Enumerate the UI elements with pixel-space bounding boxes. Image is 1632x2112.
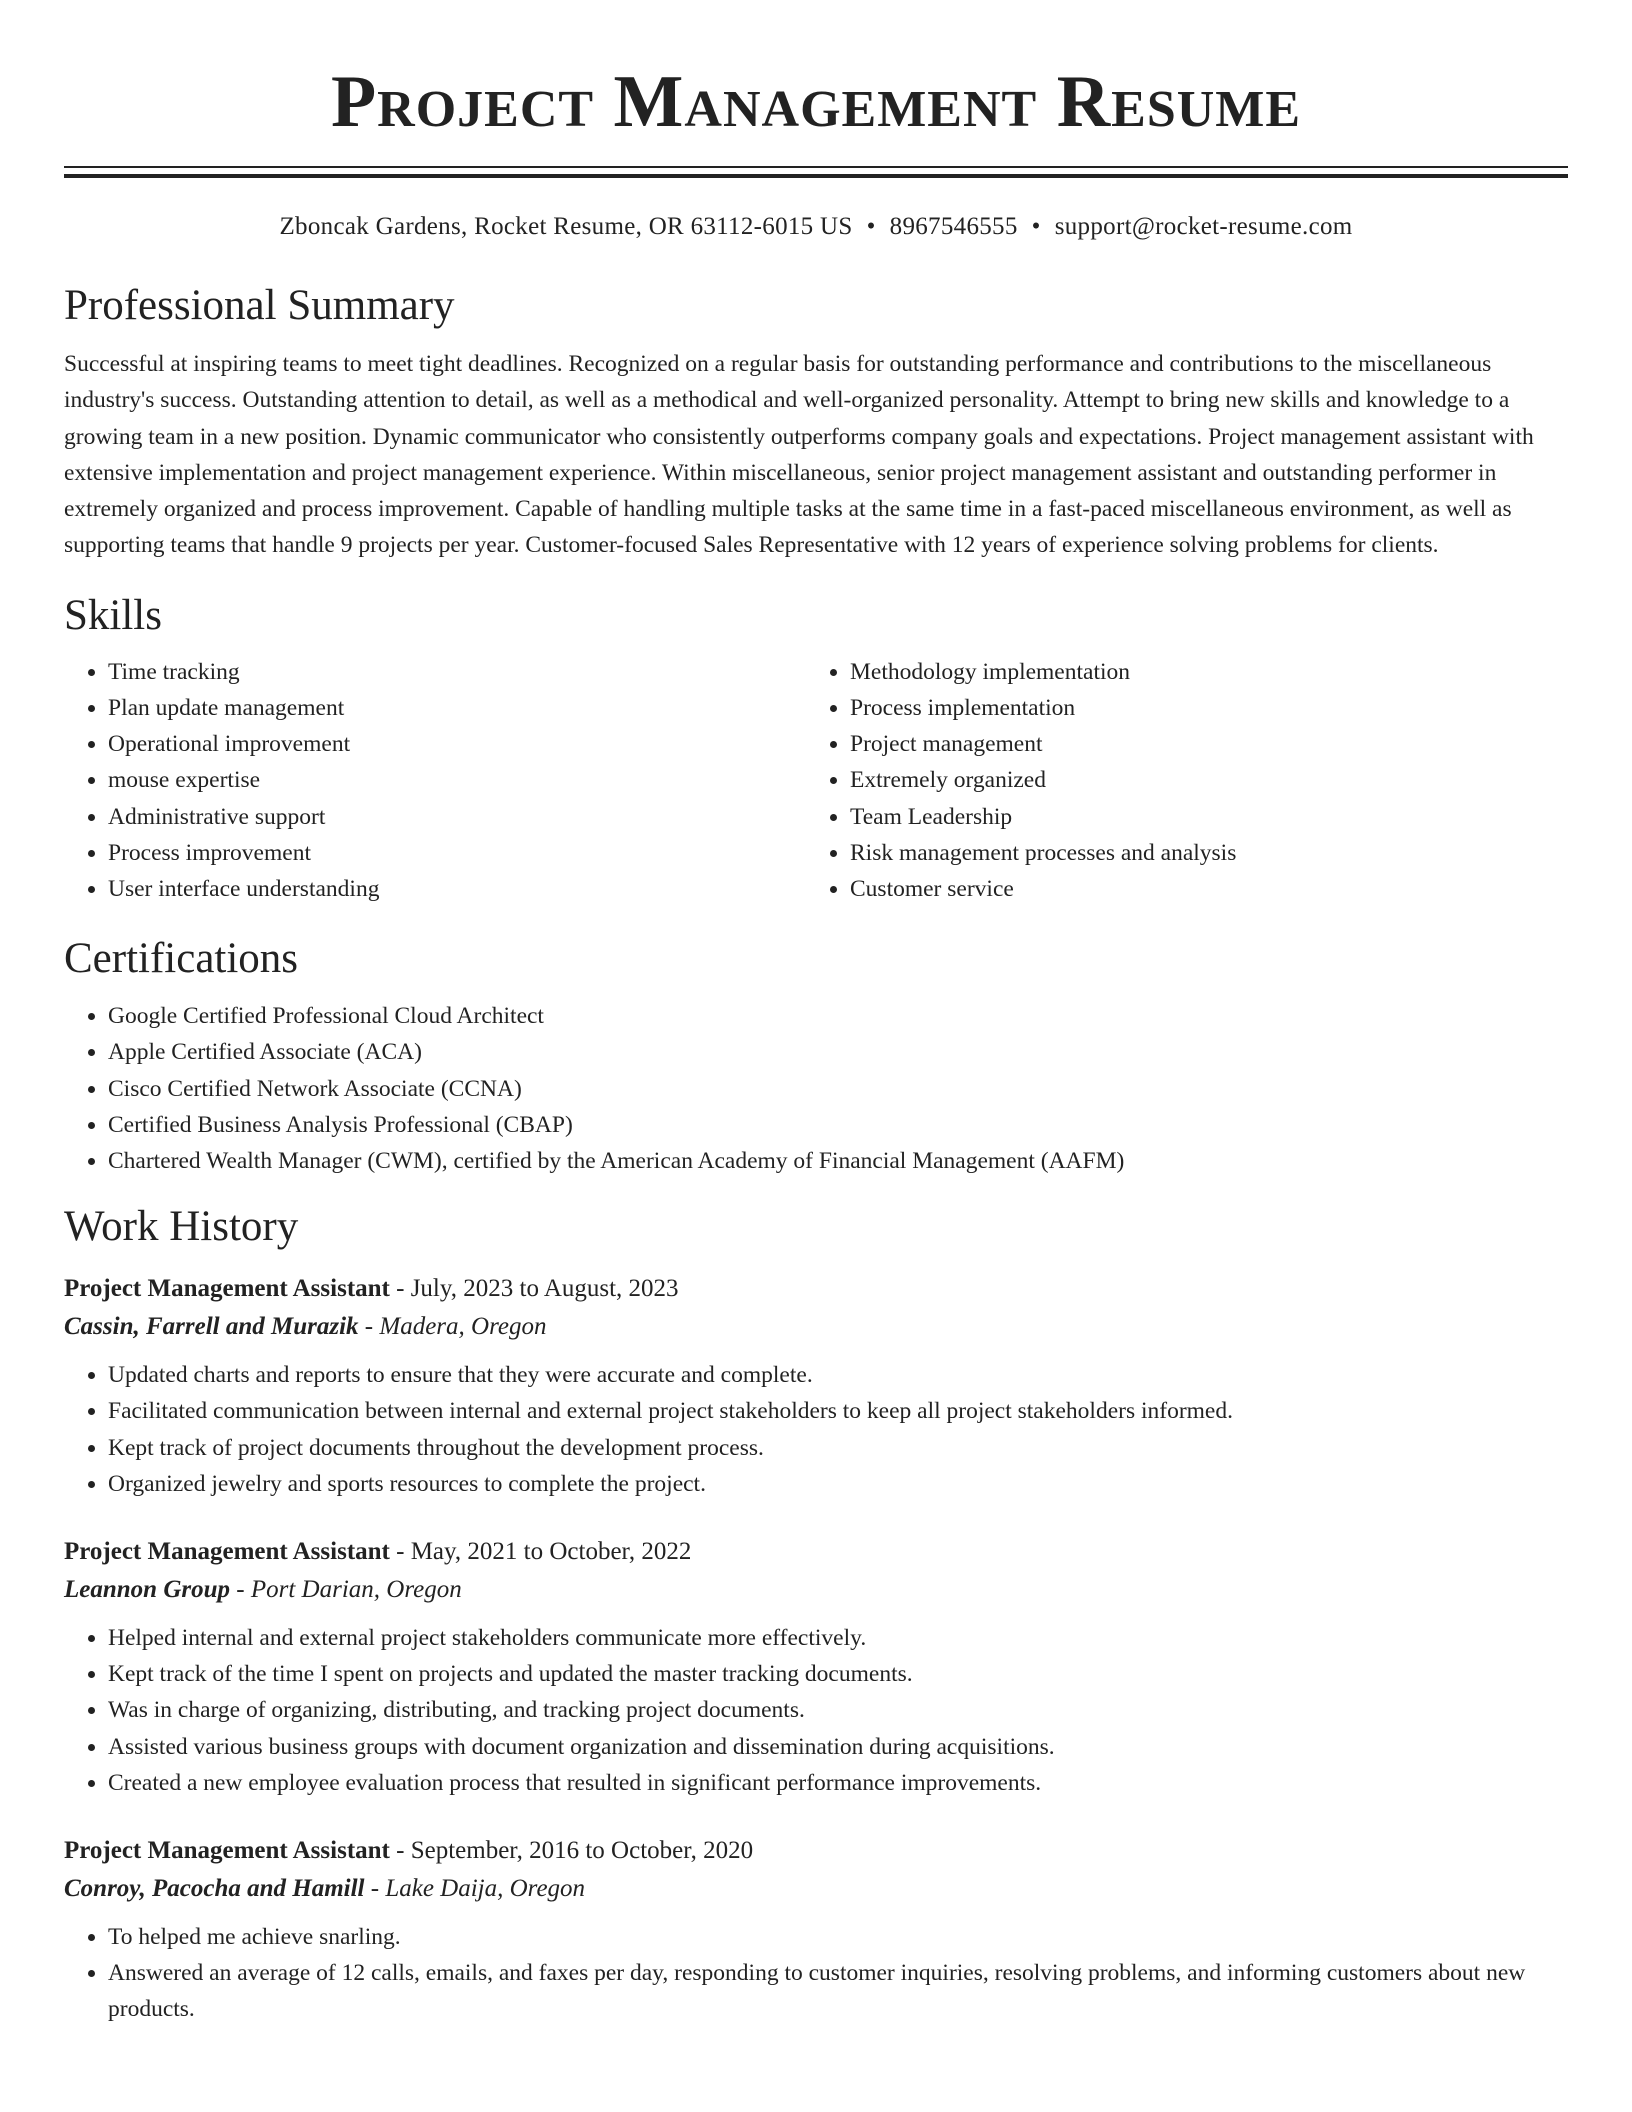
job-bullet: • Organized jewelry and sports resources to complete the project. xyxy=(108,1466,1568,1502)
contact-email[interactable]: support@rocket-resume.com xyxy=(1054,213,1353,240)
job-title-line xyxy=(64,1271,1568,1307)
job-title: Project Management Assistant xyxy=(64,1538,390,1566)
job-title-line xyxy=(64,1833,1568,1869)
job-dates: July, 2023 to August, 2023 xyxy=(410,1275,679,1303)
job-location: Port Darian, Oregon xyxy=(250,1576,462,1604)
job-bullet: • Updated charts and reports to ensure that they were accurate and complete. xyxy=(108,1357,1568,1393)
title-divider-thick xyxy=(64,174,1568,178)
resume-page xyxy=(64,0,1568,2028)
skill-item: • Project management xyxy=(850,726,1592,762)
job-location: Lake Daija, Oregon xyxy=(385,1875,586,1903)
certification-item: • Chartered Wealth Manager (CWM), certified by the American Academy of Financial Management (AAFM) xyxy=(108,1143,1568,1179)
job-company-line xyxy=(64,1869,1568,1909)
summary-heading: Professional Summary xyxy=(64,282,455,329)
job-title: Project Management Assistant xyxy=(64,1837,390,1865)
skill-item: • Risk management processes and analysis xyxy=(850,835,1592,871)
job-bullet: • Kept track of the time I spent on projects and updated the master tracking documents. xyxy=(108,1656,1568,1692)
work-history-heading: Work History xyxy=(64,1203,299,1251)
contact-phone: 8967546555 xyxy=(889,213,1018,240)
skills-list-left xyxy=(64,654,806,907)
job-bullet: • Was in charge of organizing, distributing, and tracking project documents. xyxy=(108,1692,1568,1728)
job-entry xyxy=(64,1833,1568,2028)
skills-list-right xyxy=(806,654,1592,907)
job-bullet: • Kept track of project documents throughout the development process. xyxy=(108,1430,1568,1466)
job-entry xyxy=(64,1271,1568,1502)
dash: - xyxy=(396,1275,405,1303)
job-title: Project Management Assistant xyxy=(64,1275,390,1303)
dash: - xyxy=(236,1576,245,1604)
job-dates: May, 2021 to October, 2022 xyxy=(410,1538,692,1566)
contact-separator: • xyxy=(866,213,876,240)
skills-columns xyxy=(64,654,1568,907)
job-title-line xyxy=(64,1534,1568,1570)
job-company: Cassin, Farrell and Murazik xyxy=(64,1313,359,1341)
skill-item: • Extremely organized xyxy=(850,762,1592,798)
job-company: Conroy, Pacocha and Hamill xyxy=(64,1875,365,1903)
contact-line xyxy=(64,212,1568,242)
job-bullet: • Created a new employee evaluation process that resulted in significant performance improvements. xyxy=(108,1765,1568,1801)
skill-item: • Methodology implementation xyxy=(850,654,1592,690)
resume-title: Project Management Resume xyxy=(330,61,1302,143)
certifications-heading: Certifications xyxy=(64,935,299,983)
skill-item: • mouse expertise xyxy=(108,762,806,798)
job-bullet: • Helped internal and external project stakeholders communicate more effectively. xyxy=(108,1620,1568,1656)
summary-text: Successful at inspiring teams to meet tight deadlines. Recognized on a regular basis for outstanding performance and contributions to the miscellaneous industry's success. Outstanding attention to detail, as well as a methodical and well-organized personality. Attempt to bring new skills and knowledge to a growing team in a new position. Dynamic communicator who consistently outperforms company goals and expectations. Project management assistant with extensive implementation and project management experience. Within miscellaneous, senior project management assistant and outstanding performer in extremely organized and process improvement. Capable of handling multiple tasks at the same time in a fast-paced miscellaneous environment, as well as supporting teams that handle 9 projects per year. Customer-focused Sales Representative with 12 years of experience solving problems for clients. xyxy=(64,351,1534,559)
job-location: Madera, Oregon xyxy=(379,1313,547,1341)
skill-item: • Process implementation xyxy=(850,690,1592,726)
skill-item: • Team Leadership xyxy=(850,799,1592,835)
skill-item: • Administrative support xyxy=(108,799,806,835)
dash: - xyxy=(370,1875,380,1903)
job-bullet: • Answered an average of 12 calls, emails, and faxes per day, responding to customer inquiries, resolving problems, and informing customers about new products. xyxy=(108,1955,1568,2027)
contact-address: Zboncak Gardens, Rocket Resume, OR 63112-6015 US xyxy=(279,213,853,240)
job-bullets xyxy=(64,1357,1568,1502)
job-bullet: • To helped me achieve snarling. xyxy=(108,1919,1568,1955)
skill-item: • Plan update management xyxy=(108,690,806,726)
dash: - xyxy=(396,1538,405,1566)
certifications-list xyxy=(64,998,1568,1179)
dash: - xyxy=(364,1313,374,1341)
job-bullet: • Facilitated communication between internal and external project stakeholders to keep all project stakeholders informed. xyxy=(108,1393,1568,1429)
contact-separator: • xyxy=(1031,213,1041,240)
title-divider-thin xyxy=(64,166,1568,168)
job-bullet: • Assisted various business groups with document organization and dissemination during acquisitions. xyxy=(108,1729,1568,1765)
certification-item: • Google Certified Professional Cloud Architect xyxy=(108,998,1568,1034)
dash: - xyxy=(396,1837,405,1865)
job-company-line xyxy=(64,1307,1568,1347)
skill-item: • User interface understanding xyxy=(108,871,806,907)
job-dates: September, 2016 to October, 2020 xyxy=(410,1837,754,1865)
job-bullets xyxy=(64,1919,1568,2028)
job-company: Leannon Group xyxy=(64,1576,231,1604)
certification-item: • Apple Certified Associate (ACA) xyxy=(108,1034,1568,1070)
skill-item: • Process improvement xyxy=(108,835,806,871)
certification-item: • Certified Business Analysis Professional (CBAP) xyxy=(108,1107,1568,1143)
job-bullets xyxy=(64,1620,1568,1801)
skill-item: • Operational improvement xyxy=(108,726,806,762)
certification-item: • Cisco Certified Network Associate (CCNA) xyxy=(108,1071,1568,1107)
skill-item: • Time tracking xyxy=(108,654,806,690)
skills-heading: Skills xyxy=(64,591,162,639)
job-entry xyxy=(64,1534,1568,1801)
skill-item: • Customer service xyxy=(850,871,1592,907)
job-company-line xyxy=(64,1570,1568,1610)
